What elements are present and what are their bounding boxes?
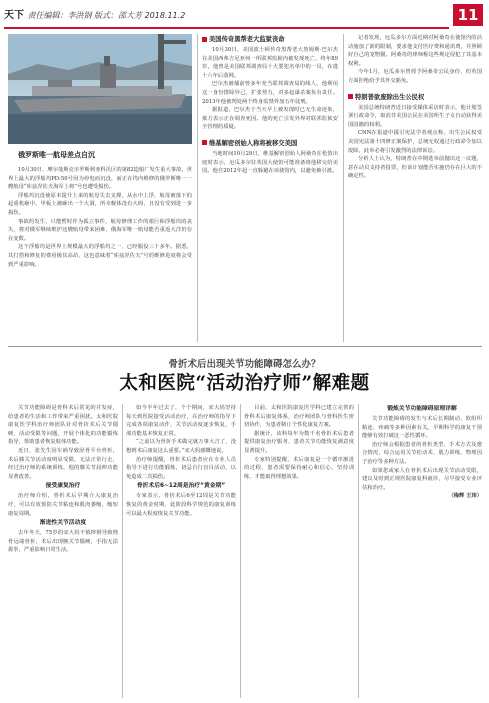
article-subheading: 渐进性关节活动度 [39, 520, 87, 527]
col1-paragraph: 10月30日，摩尔曼斯克市罗斯利亚科沃区的第82造船厂发生重大事故，世界上最大的浮船坞PD-50号因为停电而沉没，而正在坞内维修的俄罗斯唯一一艘航母“库兹涅佐夫海军上将”号也遭受损伤。 [8, 167, 192, 191]
article-paragraph: 如果您或家人在骨折术后出现关节活动受限，建议及时到正规医院康复科就诊，尽早接受专业评估和治疗。 [362, 467, 482, 491]
col2-paragraph: 10月30日，美国波士顿传奇黑帮老大詹姆斯·巴尔杰在美国西弗吉尼亚州一所联邦监狱内被发现死亡，终年89岁。他曾是美国联邦调查局十大要犯名单中的一员，在逃十六年后落网。 [202, 47, 338, 79]
col3-paragraph: 分析人士认为，特朗普在中期选举前抛出这一议题，意在动员支持者投票，但该计划能否实施仍存在巨大的不确定性。 [348, 156, 482, 180]
col3-paragraph: CNN在报道中援引宪法学者观点称，出生公民权受美国宪法第十四修正案保护，总统无权通过行政命令加以废除，此举必将引发激烈的法律诉讼。 [348, 130, 482, 154]
col3-paragraph: 记者发现，厄瓜多尔方面近期对阿桑奇在使馆内的活动施加了新的限制，要求他支付医疗费和通讯费，并照顾好自己的宠物猫。阿桑奇的律师称这些规定侵犯了其基本权利。 [348, 35, 482, 67]
article-kicker: 骨折术后出现关节功能障碍怎么办？ [168, 359, 321, 370]
col3-paragraph: 美国总统特朗普近日接受媒体采访时表示，他计划签署行政命令，取消非美国公民在美国所生子女自动获得美国国籍的权利。 [348, 104, 482, 128]
aircraft-carrier-photo [8, 34, 192, 144]
article-paragraph: 专家表示，骨折术后6至12周是关节功能恢复的黄金时期，此阶段科学规范的康复训练可以最大程度恢复关节功能。 [126, 493, 236, 517]
column-divider [240, 404, 241, 698]
section-divider [8, 346, 482, 347]
header-section [4, 6, 185, 21]
square-bullet-icon [348, 94, 353, 99]
editor-info: 责任编辑：李洪钢 版式：邵大芳 2018.11.2 [27, 11, 186, 20]
section-name: 天下 [4, 10, 24, 21]
square-bullet-icon [202, 37, 207, 42]
article-paragraph: 据统计，该科每年为数千名骨折术后患者提供康复治疗服务，患者关节功能恢复满意度显著提升。 [244, 430, 354, 454]
article-subheading: 接受康复治疗 [45, 483, 81, 490]
article-paragraph: 去年冬天，75岁的宋大妈不慎摔倒导致桡骨远端骨折，术后出现腕关节僵硬，手指无法握拳，严重影响日常生活。 [8, 530, 118, 554]
news-column-3 [348, 34, 482, 342]
header-rule [4, 27, 449, 29]
col1-paragraph: 事故的发生，只能暂时作为孤立事件，航母修理工作的艰巨和浮船坞的丧失，将对俄军继续维护这艘航母带来困难，俄海军唯一航母能否重返大洋仍存在变数。 [8, 218, 192, 242]
article-paragraph: 治疗师介绍，骨折术后早期介入康复治疗，可以有效预防关节粘连和肌肉萎缩，缩短康复周期。 [8, 493, 118, 517]
section-heading: 特朗普欲废除出生公民权 [348, 92, 482, 104]
article-column-1 [8, 404, 118, 698]
article-paragraph: 关节功能障碍的发生与术后长期制动、软组织粘连、疼痛等多种因素有关。早期科学的康复干预能够有效打破这一恶性循环。 [362, 416, 482, 440]
article-subheading: 锻炼关节功能障碍原理详解 [387, 406, 457, 412]
article-signature: （梅辉 王玮） [448, 493, 482, 500]
col2-paragraph: 据报道，巴尔杰于当天早上被发现时已无生命迹象，狱方表示正在调查死因。他的死亡引发外界对联邦监狱安全管理的质疑。 [202, 107, 338, 131]
page-header [0, 0, 489, 30]
col3-paragraph: 今年1月，厄瓜多尔曾授予阿桑奇公民身份，但英国方面拒绝给予其外交豁免。 [348, 69, 482, 84]
square-bullet-icon [202, 140, 207, 145]
article-subheading: 骨折术后6~12周是治疗“黄金期” [136, 483, 226, 490]
article-column-2 [126, 404, 236, 698]
section-heading: 维基解密创始人称将被移交美国 [202, 138, 338, 150]
column-divider [197, 34, 198, 342]
section-heading: 美国传奇黑帮老大监狱丧命 [202, 34, 338, 46]
col2-paragraph: 巴尔杰被捕前曾多年充当联邦调查局的线人，他利用这一身份排除异己，扩张势力，对多起谋杀案负有责任。2013年他被判处两个终身监禁外加五年徒刑。 [202, 81, 338, 105]
col1-paragraph: 浮船坞沉没使原本提升上来的航母失去支撑，从水中上浮，航母被落下的起重机砸中，甲板上被砸出一个大洞，所幸舰体没有大碍，且没有受到进一步损伤。 [8, 192, 192, 216]
news-column-1 [8, 166, 192, 340]
article-paragraph: 专家特别提醒，术后康复是一个循序渐进的过程，患者需要保持耐心和信心，坚持训练，才能取得理想效果。 [244, 456, 354, 480]
article-column-3 [244, 404, 354, 698]
article-paragraph: 近日，张先生因车祸导致胫骨平台骨折，术后膝关节活动度明显受限，无法正常行走，经过治疗师的系统训练，他的膝关节屈伸功能显著改善。 [8, 447, 118, 480]
article-paragraph: 如今半年过去了，个个期间，宋大妈坚持每天到医院接受活动治疗，在治疗师的指导下完成各项康复动作，关节活动度逐步恢复，手部功能基本恢复正常。 [126, 405, 236, 437]
column-divider [343, 34, 344, 342]
article-title: 太和医院“活动治疗师”解难题 [119, 373, 370, 394]
article-paragraph: 治疗师提醒，骨折术后患者应在专业人员指导下进行功能锻炼，切忌自行盲目活动，以免造成二次损伤。 [126, 456, 236, 480]
photo-caption: 俄罗斯唯一航母差点自沉 [18, 151, 95, 159]
col1-paragraph: 这个浮船坞是世界上规模最大的浮船坞之一，已经服役三十多年。据悉，其打捞和修复的费用极其高昂，这也意味着“库兹涅佐夫”号的维修进度将会受到严重影响。 [8, 244, 192, 268]
article-paragraph: “之前以为骨折手术做完就万事大吉了，没想到术后康复这么重要。”宋大妈感慨地说。 [126, 439, 236, 454]
news-column-2 [202, 34, 338, 342]
article-paragraph: 目前，太和医院康复医学科已建立完善的骨科术后康复体系，治疗师团队与骨科医生密切协作，为患者制订个性化康复方案。 [244, 405, 354, 429]
column-divider [122, 404, 123, 698]
column-divider [358, 404, 359, 698]
article-column-4 [362, 404, 482, 698]
col2-paragraph: 当地时间10月29日，维基解密创始人阿桑奇在伦敦出庭时表示，厄瓜多尔驻英国大使馆可能准备将他移交给美国。他自2012年起一直躲避在该使馆内，以避免被引渡。 [202, 150, 338, 175]
article-paragraph: 治疗师会根据患者的骨折类型、手术方式及愈合情况，综合运用关节松动术、肌力训练、物理因子治疗等多种方法。 [362, 441, 482, 465]
page-number: 11 [453, 4, 483, 26]
article-paragraph: 关节功能障碍是骨科术后常见的并发症，给患者的生活和工作带来严重困扰。太和医院康复医学科治疗师团队针对骨折术后关节僵硬、活动受限等问题，开展个体化的功能锻炼指导，帮助患者恢复肢体功能。 [8, 405, 118, 446]
